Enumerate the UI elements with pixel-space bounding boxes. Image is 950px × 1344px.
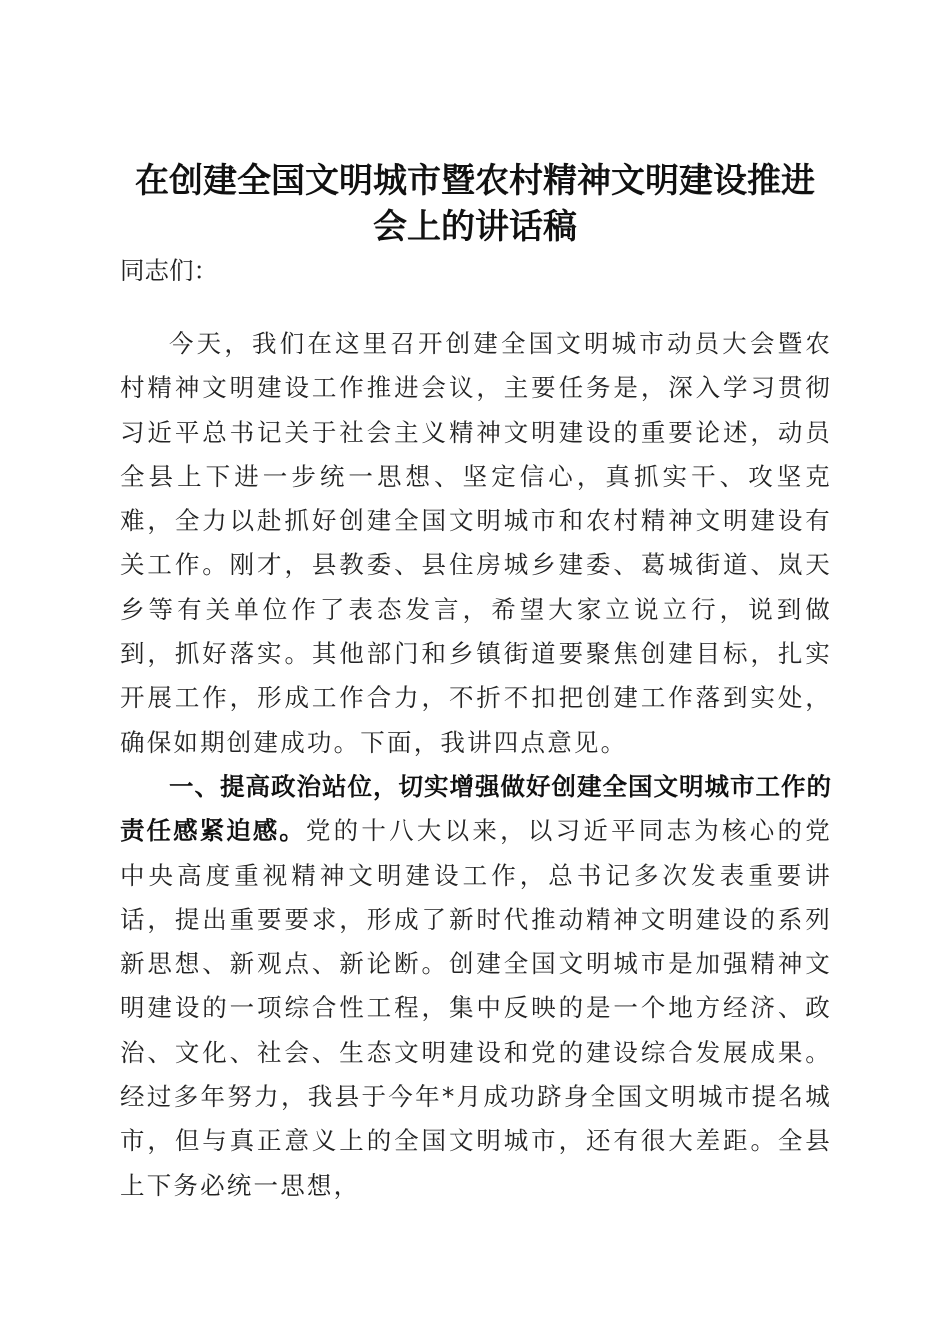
section-1-heading: 一、提高政治站位，切实增强做好创建全国文明城市工作的责任感紧迫感。	[120, 772, 832, 846]
document-title-line-2: 会上的讲话稿	[373, 206, 577, 247]
section-1-body: 党的十八大以来，以习近平同志为核心的党中央高度重视精神文明建设工作，总书记多次发表重要讲话，提出重要要求，形成了新时代推动精神文明建设的系列新思想、新观点、新论断。创建全国文明城市是加强精神文明建设的一项综合性工程，集中反映的是一个地方经济、政治、文化、社会、生态文明建设和党的建设综合发展成果。经过多年努力，我县于今年*月成功跻身全国文明城市提名城市，但与真正意义上的全国文明城市，还有很大差距。全县上下务必统一思想，	[120, 816, 832, 1200]
section-1-paragraph	[120, 765, 832, 1208]
opening-paragraph: 今天，我们在这里召开创建全国文明城市动员大会暨农村精神文明建设工作推进会议，主要任务是，深入学习贯彻习近平总书记关于社会主义精神文明建设的重要论述，动员全县上下进一步统一思想、坚定信心，真抓实干、攻坚克难，全力以赴抓好创建全国文明城市和农村精神文明建设有关工作。刚才，县教委、县住房城乡建委、葛城街道、岚天乡等有关单位作了表态发言，希望大家立说立行，说到做到，抓好落实。其他部门和乡镇街道要聚焦创建目标，扎实开展工作，形成工作合力，不折不扣把创建工作落到实处，确保如期创建成功。下面，我讲四点意见。	[120, 329, 832, 757]
document-title-line-1: 在创建全国文明城市暨农村精神文明建设推进	[135, 160, 815, 201]
salutation: 同志们：	[120, 256, 218, 285]
document-title	[110, 158, 840, 250]
